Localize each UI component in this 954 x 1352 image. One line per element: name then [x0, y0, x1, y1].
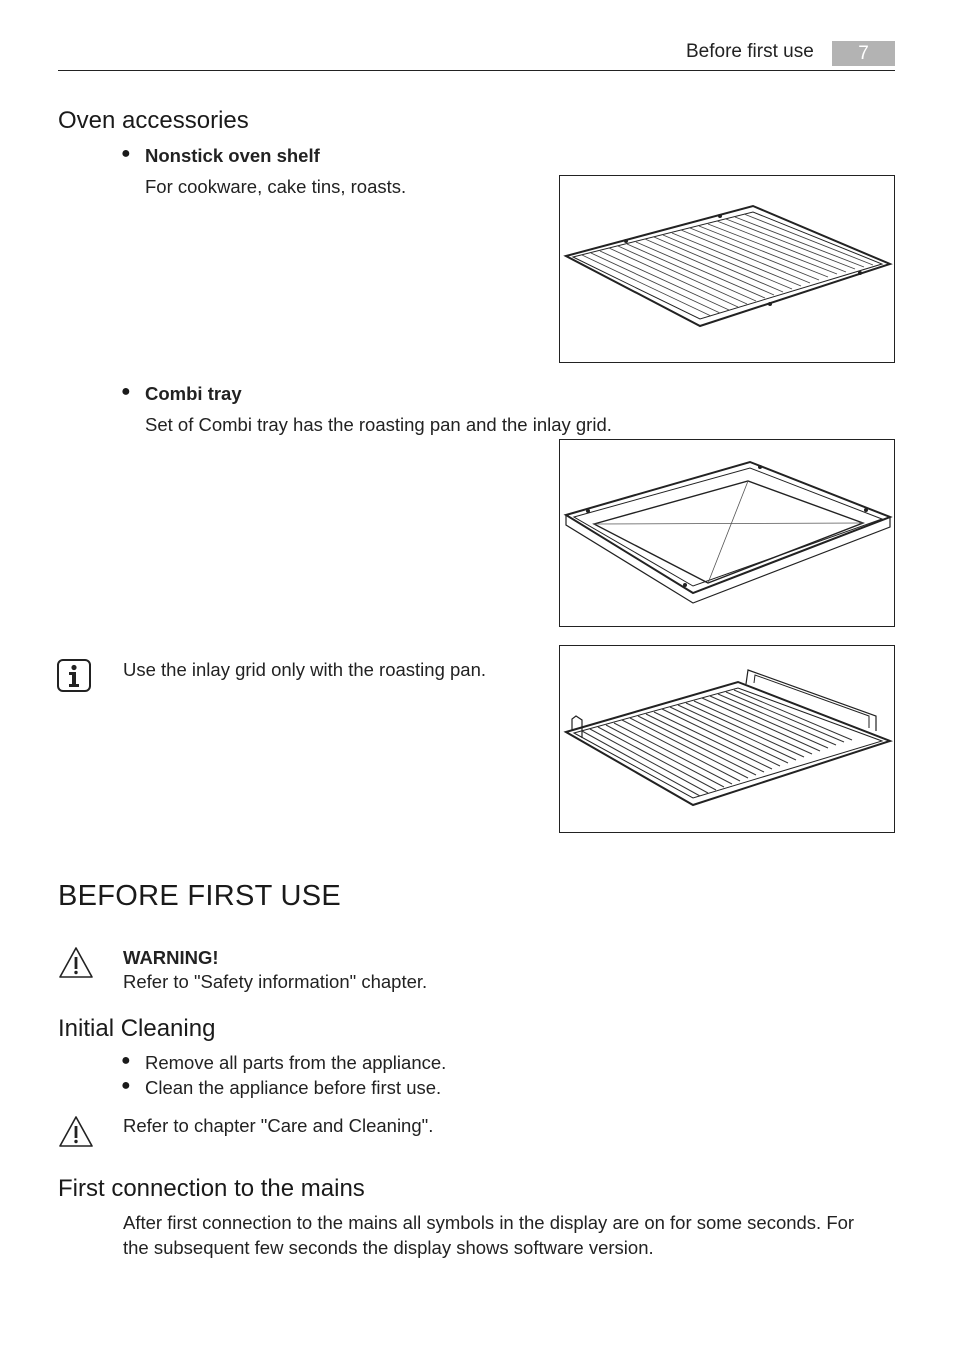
page-number: 7: [832, 41, 895, 66]
inlay-grid-illustration: [560, 646, 894, 832]
item-title-combi-tray: Combi tray: [145, 383, 242, 404]
header-rule: [58, 70, 895, 71]
first-connection-text-line1: After first connection to the mains all symbols in the display are on for some seconds. For: [123, 1212, 855, 1233]
roasting-pan-figure: [559, 439, 895, 627]
roasting-pan-illustration: [560, 440, 894, 626]
cleaning-caution-text: Refer to chapter "Care and Cleaning".: [123, 1115, 434, 1136]
warning-triangle-icon: [57, 1114, 95, 1149]
first-connection-heading: First connection to the mains: [58, 1175, 365, 1202]
bullet-icon: ●: [121, 1077, 131, 1094]
initial-cleaning-heading: Initial Cleaning: [58, 1015, 216, 1042]
item-title-oven-shelf: Nonstick oven shelf: [145, 145, 320, 166]
before-first-use-heading: BEFORE FIRST USE: [58, 880, 342, 912]
cleaning-step: Remove all parts from the appliance.: [145, 1052, 447, 1073]
running-header-title: Before first use: [686, 41, 814, 62]
oven-shelf-illustration: [560, 176, 894, 362]
bullet-icon: ●: [121, 145, 131, 162]
bullet-icon: ●: [121, 1052, 131, 1069]
warning-text: Refer to "Safety information" chapter.: [123, 971, 428, 992]
oven-shelf-figure: [559, 175, 895, 363]
info-icon: [57, 659, 91, 692]
inlay-grid-figure: [559, 645, 895, 833]
oven-accessories-heading: Oven accessories: [58, 107, 249, 134]
item-description-oven-shelf: For cookware, cake tins, roasts.: [145, 176, 407, 197]
warning-triangle-icon: [57, 945, 95, 980]
warning-title: WARNING!: [123, 947, 219, 968]
first-connection-text-line2: the subsequent few seconds the display shows software version.: [123, 1237, 654, 1258]
cleaning-step: Clean the appliance before first use.: [145, 1077, 442, 1098]
item-description-combi-tray: Set of Combi tray has the roasting pan and the inlay grid.: [145, 414, 612, 435]
bullet-icon: ●: [121, 383, 131, 400]
info-note-text: Use the inlay grid only with the roasting pan.: [123, 659, 487, 680]
